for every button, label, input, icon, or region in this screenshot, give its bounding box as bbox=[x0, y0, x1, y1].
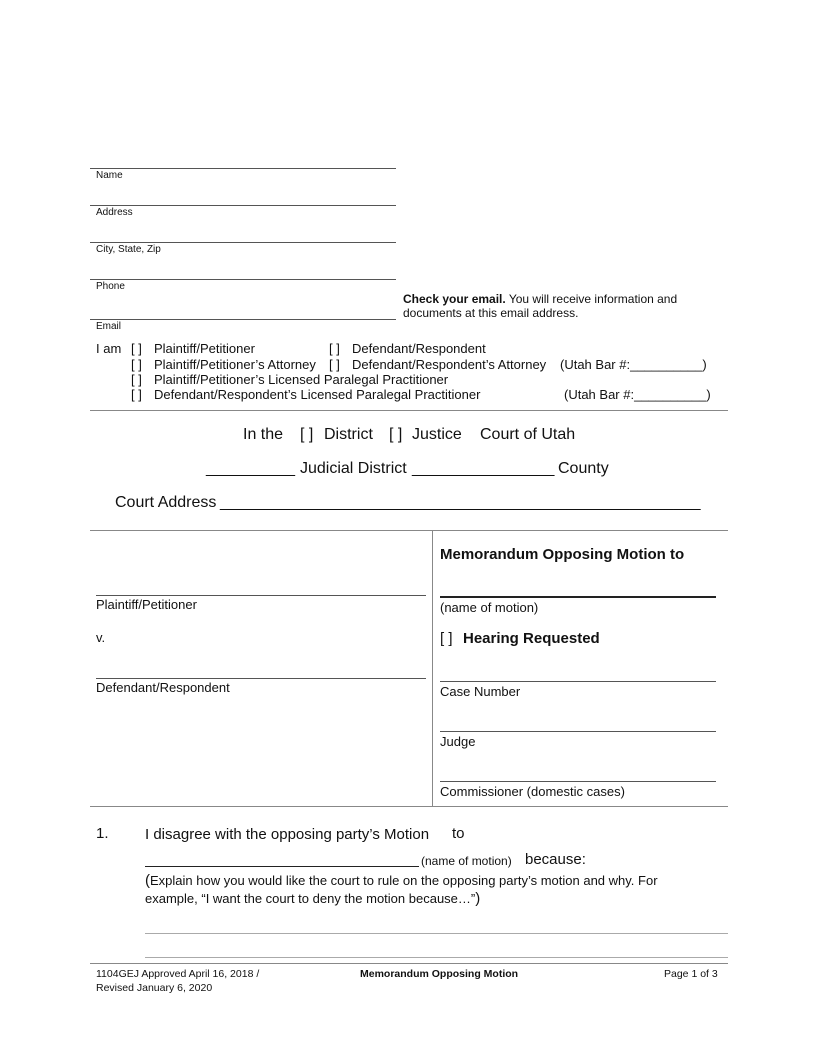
explain-line2-text: example, “I want the court to deny the motion because…” bbox=[145, 891, 476, 906]
item-1-to: to bbox=[452, 825, 465, 842]
court-address-label: Court Address bbox=[115, 494, 217, 511]
court-address-blank[interactable]: ______________________________________________________ bbox=[220, 494, 701, 511]
defendant-checkbox[interactable]: [ ] bbox=[329, 341, 340, 356]
phone-label: Phone bbox=[96, 281, 125, 292]
section-divider bbox=[90, 410, 728, 411]
email-line[interactable] bbox=[90, 319, 396, 320]
defendant-option: Defendant/Respondent bbox=[352, 341, 486, 356]
plaintiff-caption-label: Plaintiff/Petitioner bbox=[96, 597, 197, 612]
page-number: Page 1 of 3 bbox=[664, 968, 718, 980]
item-1-because: because: bbox=[525, 851, 586, 868]
district-option: District bbox=[324, 426, 373, 443]
item-1-number: 1. bbox=[96, 825, 109, 842]
plaintiff-name-line[interactable] bbox=[96, 595, 426, 596]
explain-close-paren: ) bbox=[475, 890, 481, 907]
city-state-zip-label: City, State, Zip bbox=[96, 244, 161, 255]
utah-bar-number-2[interactable]: (Utah Bar #:__________) bbox=[564, 387, 711, 402]
defendant-caption-label: Defendant/Respondent bbox=[96, 680, 230, 695]
defendant-name-line[interactable] bbox=[96, 678, 426, 679]
name-line[interactable] bbox=[90, 168, 396, 169]
explain-open-paren: ( bbox=[145, 872, 150, 889]
county-blank[interactable]: ________________ bbox=[412, 460, 555, 477]
i-am-label: I am bbox=[96, 341, 122, 356]
defendant-lpp-checkbox[interactable]: [ ] bbox=[131, 387, 142, 402]
phone-line[interactable] bbox=[90, 279, 396, 280]
explain-rest: how you would like the court to rule on the opposing party’s motion and why. For bbox=[192, 873, 658, 888]
utah-bar-number-1[interactable]: (Utah Bar #:__________) bbox=[560, 357, 707, 372]
motion-name-line[interactable] bbox=[440, 596, 716, 598]
plaintiff-lpp-checkbox[interactable]: [ ] bbox=[131, 372, 142, 387]
item-1-explain-line1 bbox=[145, 872, 658, 889]
judicial-district-label: Judicial District bbox=[300, 460, 407, 477]
response-line-2[interactable] bbox=[145, 957, 728, 958]
justice-option: Justice bbox=[412, 426, 462, 443]
hearing-requested-label: Hearing Requested bbox=[463, 630, 600, 647]
defendant-lpp-option: Defendant/Respondent’s Licensed Paralegal Practitioner bbox=[154, 387, 481, 402]
item-1-text: I disagree with the opposing party’s Motion bbox=[145, 826, 430, 843]
versus-label: v. bbox=[96, 630, 106, 645]
defendant-attorney-checkbox[interactable]: [ ] bbox=[329, 357, 340, 372]
email-note-line1 bbox=[403, 292, 677, 306]
commissioner-line[interactable] bbox=[440, 781, 716, 782]
county-label: County bbox=[558, 460, 609, 477]
email-note-rest: You will receive information and bbox=[505, 292, 678, 306]
caption-top-border bbox=[90, 530, 728, 531]
form-number-line2: Revised January 6, 2020 bbox=[96, 982, 213, 994]
defendant-attorney-option: Defendant/Respondent’s Attorney bbox=[352, 357, 547, 372]
hearing-checkbox[interactable]: [ ] bbox=[440, 630, 453, 647]
judge-line[interactable] bbox=[440, 731, 716, 732]
case-number-label: Case Number bbox=[440, 684, 521, 699]
district-checkbox[interactable]: [ ] bbox=[300, 426, 314, 443]
plaintiff-attorney-option: Plaintiff/Petitioner’s Attorney bbox=[154, 357, 316, 372]
email-note-bold: Check your email. bbox=[403, 292, 506, 306]
justice-checkbox[interactable]: [ ] bbox=[389, 426, 403, 443]
footer-divider bbox=[90, 963, 728, 964]
court-of-utah-label: Court of Utah bbox=[480, 426, 576, 443]
name-label: Name bbox=[96, 170, 123, 181]
in-the-label: In the bbox=[243, 426, 284, 443]
email-label: Email bbox=[96, 321, 122, 332]
caption-bottom-border bbox=[90, 806, 728, 807]
plaintiff-option: Plaintiff/Petitioner bbox=[154, 341, 255, 356]
case-number-line[interactable] bbox=[440, 681, 716, 682]
response-line-1[interactable] bbox=[145, 933, 728, 934]
address-label: Address bbox=[96, 207, 133, 218]
caption-divider bbox=[432, 530, 433, 806]
form-number-line1: 1104GEJ Approved April 16, 2018 / bbox=[96, 968, 260, 980]
judicial-district-blank[interactable]: __________ bbox=[206, 460, 295, 477]
explain-word: Explain bbox=[150, 873, 193, 888]
address-line[interactable] bbox=[90, 205, 396, 206]
city-state-zip-line[interactable] bbox=[90, 242, 396, 243]
item-1-explain-line2 bbox=[145, 890, 480, 907]
item-1-motion-line[interactable] bbox=[145, 866, 419, 867]
commissioner-label: Commissioner (domestic cases) bbox=[440, 784, 625, 799]
plaintiff-attorney-checkbox[interactable]: [ ] bbox=[131, 357, 142, 372]
plaintiff-lpp-option: Plaintiff/Petitioner’s Licensed Paralegal Practitioner bbox=[154, 372, 449, 387]
plaintiff-checkbox[interactable]: [ ] bbox=[131, 341, 142, 356]
document-title: Memorandum Opposing Motion to bbox=[440, 546, 685, 563]
item-1-name-of-motion: (name of motion) bbox=[421, 854, 512, 868]
email-note-line2: documents at this email address. bbox=[403, 306, 579, 320]
name-of-motion-label: (name of motion) bbox=[440, 600, 539, 615]
footer-title: Memorandum Opposing Motion bbox=[360, 968, 519, 980]
judge-label: Judge bbox=[440, 734, 476, 749]
